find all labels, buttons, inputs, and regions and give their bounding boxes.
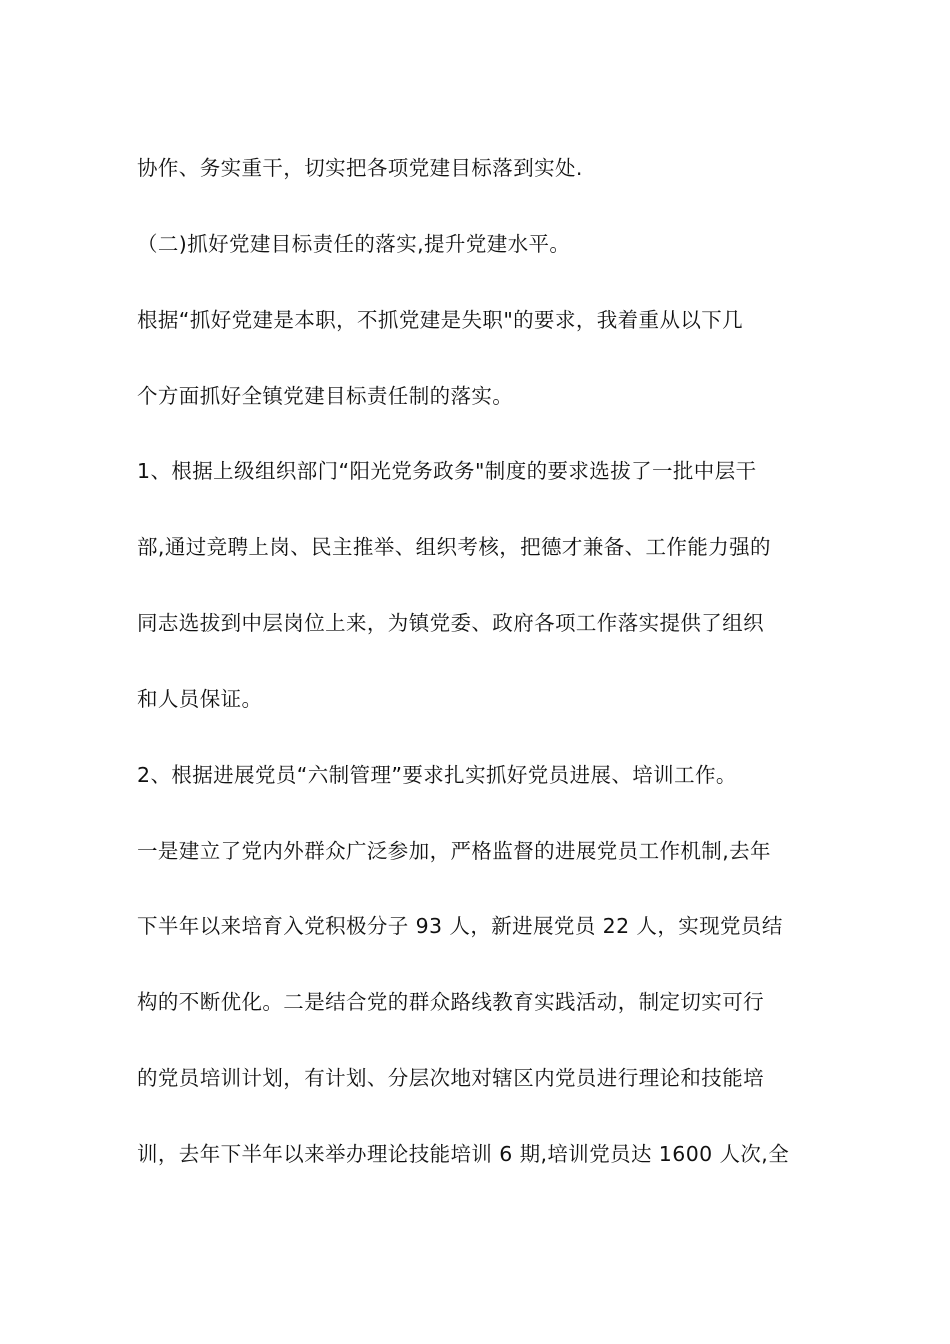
text-line: 1、根据上级组织部门“阳光党务政务"制度的要求选拔了一批中层干	[137, 459, 757, 483]
text-line: 部,通过竞聘上岗、民主推举、组织考核，把德才兼备、工作能力强的	[137, 535, 771, 559]
section-heading: （二)抓好党建目标责任的落实,提升党建水平。	[137, 232, 571, 256]
text-line: 和人员保证。	[137, 687, 263, 711]
text-line: 的党员培训计划，有计划、分层次地对辖区内党员进行理论和技能培	[137, 1066, 764, 1090]
text-line: 同志选拔到中层岗位上来，为镇党委、政府各项工作落实提供了组织	[137, 611, 764, 635]
text-line: 构的不断优化。二是结合党的群众路线教育实践活动，制定切实可行	[137, 990, 764, 1014]
text-line: 下半年以来培育入党积极分子 93 人，新进展党员 22 人，实现党员结	[137, 914, 783, 938]
text-line: 协作、务实重干，切实把各项党建目标落到实处.	[137, 156, 583, 180]
text-line: 个方面抓好全镇党建目标责任制的落实。	[137, 384, 514, 408]
text-line: 训，去年下半年以来举办理论技能培训 6 期,培训党员达 1600 人次,全	[137, 1142, 790, 1166]
text-line: 一是建立了党内外群众广泛参加，严格监督的进展党员工作机制,去年	[137, 839, 771, 863]
text-line: 根据“抓好党建是本职，不抓党建是失职"的要求，我着重从以下几	[137, 308, 744, 332]
text-line: 2、根据进展党员“六制管理”要求扎实抓好党员进展、培训工作。	[137, 763, 737, 787]
